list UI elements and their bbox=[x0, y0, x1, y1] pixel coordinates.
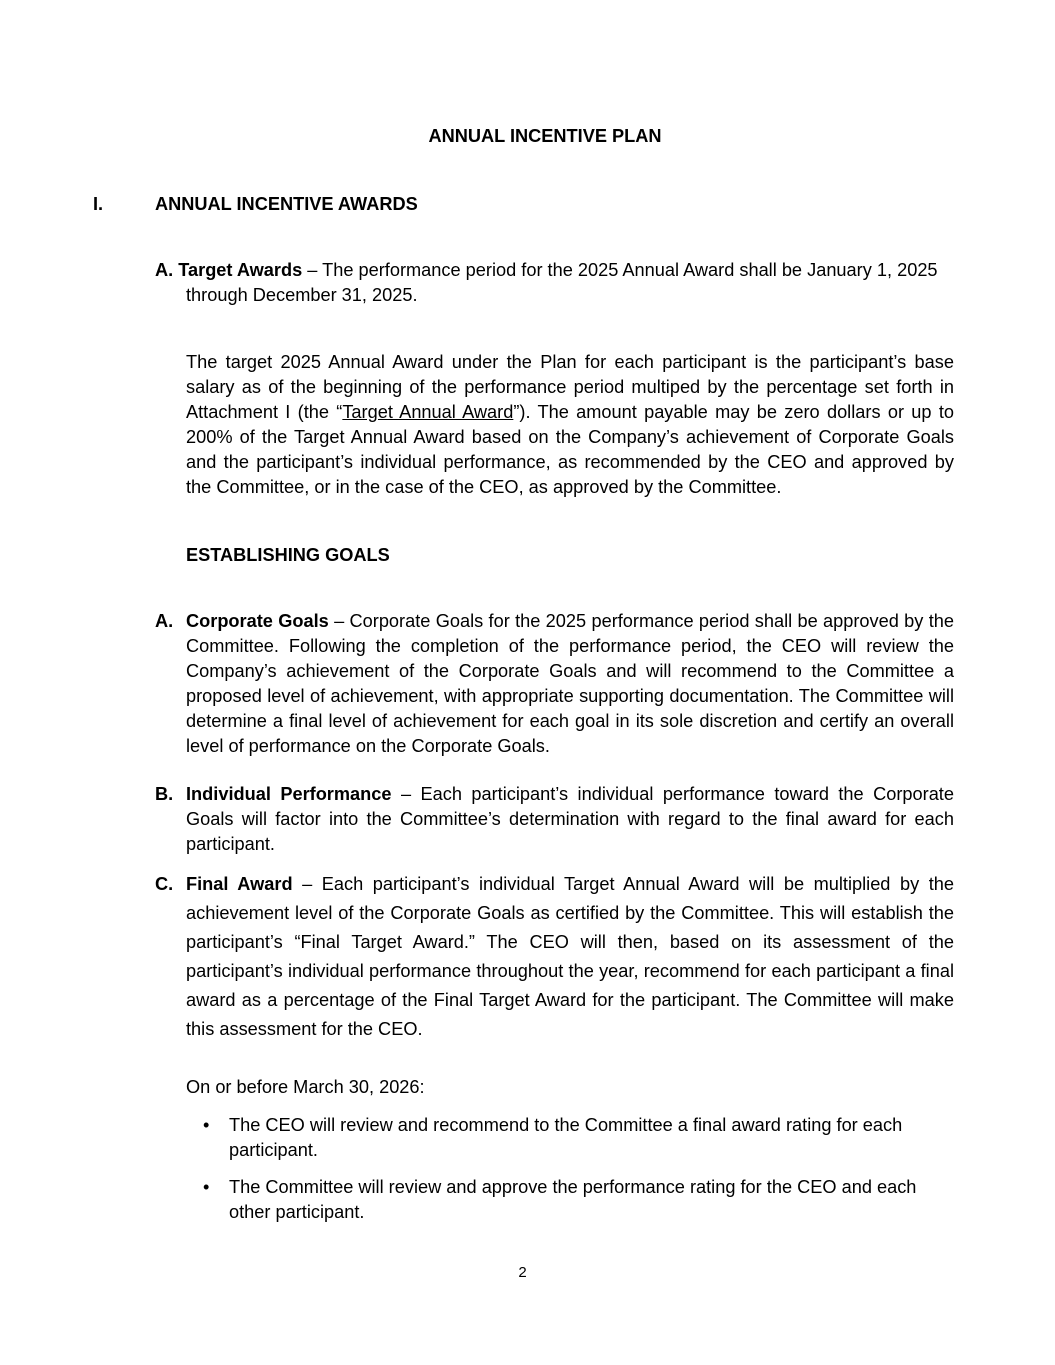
page-number: 2 bbox=[518, 1264, 527, 1281]
target-paragraph-after: ”). The amount payable may be zero dollars or up to 200% of the Target Annual Award based on the Company’s achievement of Corporate Goals and the participant’s individual performance, as recommended by the CEO and approved by the Committee, or in the case of the CEO, as approved by the Committee. bbox=[186, 402, 954, 497]
section-number: I. bbox=[93, 194, 104, 214]
target-awards-label: A. Target Awards bbox=[155, 260, 303, 280]
target-awards-line1 bbox=[155, 258, 954, 283]
corporate-goals-text: – Corporate Goals for the 2025 performance period shall be approved by the Committee. Following the completion of the performance period, the CEO will review the Company’s achievement of the Corporate Goals and will recommend to the Committee a proposed level of achievement, with appropriate supporting documentation. The Committee will determine a final level of achievement for each goal in its sole discretion and certify an overall level of performance on the Corporate Goals. bbox=[186, 611, 954, 756]
final-award-paragraph bbox=[155, 870, 954, 1044]
target-awards-text: – The performance period for the 2025 Annual Award shall be January 1, 2025 bbox=[302, 260, 938, 280]
target-paragraph-before: The target 2025 Annual Award under the Plan for each participant is the participant’s base salary as of the beginning of the performance period multiped by the percentage set forth in Attachment I (the “ bbox=[186, 352, 954, 422]
individual-performance-term: Individual Performance bbox=[186, 784, 392, 804]
section-title: ANNUAL INCENTIVE AWARDS bbox=[155, 194, 418, 214]
defined-term-target-annual-award: Target Annual Award bbox=[342, 402, 514, 422]
final-award-text: – Each participant’s individual Target Annual Award will be multiplied by the achievement level of the Corporate Goals as certified by the Committee. This will establish the participant’s “Final Target Award.” The CEO will then, based on its assessment of the participant’s individual performance throughout the year, recommend for each participant a final award as a percentage of the Final Target Award for the participant. The Committee will make this assessment for the CEO. bbox=[186, 874, 954, 1039]
individual-performance-letter: B. bbox=[155, 784, 174, 804]
individual-performance-paragraph bbox=[155, 782, 954, 857]
list-item bbox=[203, 1113, 943, 1163]
bullet-icon: • bbox=[203, 1115, 210, 1135]
list-item bbox=[203, 1175, 943, 1225]
bullet-icon: • bbox=[203, 1177, 210, 1197]
target-awards-paragraph bbox=[155, 258, 954, 308]
on-or-before-line: On or before March 30, 2026: bbox=[186, 1077, 425, 1097]
corporate-goals-paragraph bbox=[155, 609, 954, 759]
establishing-goals-heading: ESTABLISHING GOALS bbox=[186, 545, 390, 565]
individual-performance-text: – Each participant’s individual performance toward the Corporate Goals will factor into the Committee’s determination with regard to the final award for each participant. bbox=[186, 784, 954, 854]
document-title: ANNUAL INCENTIVE PLAN bbox=[428, 126, 662, 146]
list-item-text: The CEO will review and recommend to the Committee a final award rating for each participant. bbox=[229, 1115, 903, 1160]
list-item-text: The Committee will review and approve the performance rating for the CEO and each other participant. bbox=[229, 1177, 917, 1222]
target-awards-line2: through December 31, 2025. bbox=[186, 285, 418, 305]
target-annual-award-paragraph bbox=[186, 350, 954, 500]
final-award-term: Final Award bbox=[186, 874, 293, 894]
corporate-goals-letter: A. bbox=[155, 611, 174, 631]
corporate-goals-term: Corporate Goals bbox=[186, 611, 329, 631]
final-award-letter: C. bbox=[155, 874, 174, 894]
